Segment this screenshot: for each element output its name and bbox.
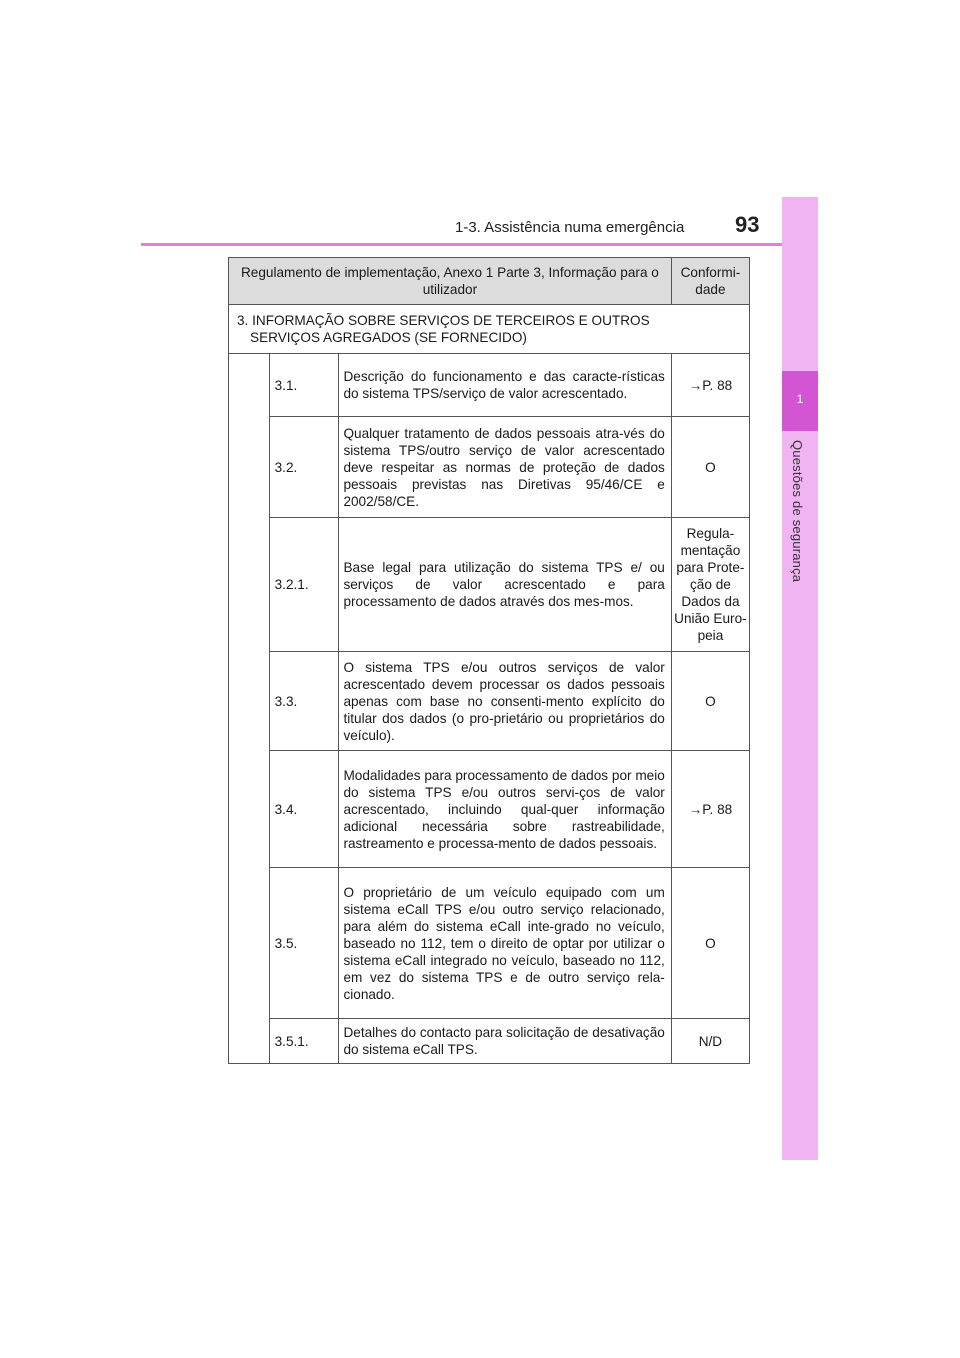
table-row	[229, 751, 750, 868]
table-row	[229, 868, 750, 1019]
row-conformity: →P. 88	[671, 354, 749, 417]
section-title-line-2: SERVIÇOS AGREGADOS (SE FORNECIDO)	[250, 330, 527, 345]
section-row	[229, 305, 750, 354]
row-conformity: O	[671, 652, 749, 751]
row-description: Detalhes do contacto para solicitação de desativação do sistema eCall TPS.	[339, 1019, 671, 1064]
row-description: O proprietário de um veículo equipado com um sistema eCall TPS e/ou outro serviço relacionado, para além do sistema eCall inte-grado no veículo, baseado no 112, tem o direito de optar por utilizar o sistema eCall integrado no veículo, baseado no 112, em vez do sistema TPS e de outro serviço rela-cionado.	[339, 868, 671, 1019]
row-number: 3.5.	[269, 868, 339, 1019]
row-conformity: O	[671, 417, 749, 518]
row-description: Qualquer tratamento de dados pessoais atra-vés do sistema TPS/outro serviço de valor acrescentado deve respeitar as normas de proteção de dados pessoais previstas nas Diretivas 95/46/CE e 2002/58/CE.	[339, 417, 671, 518]
header-section-title: 1-3. Assistência numa emergência	[455, 219, 685, 236]
row-description: Base legal para utilização do sistema TPS e/ ou serviços de valor acrescentado e para processamento de dados através dos mes-mos.	[339, 518, 671, 652]
table-row	[229, 652, 750, 751]
row-number: 3.5.1.	[269, 1019, 339, 1064]
chapter-side-tab	[782, 197, 818, 1160]
chapter-title: Questões de segurança	[790, 440, 805, 583]
regulation-table	[228, 257, 750, 1064]
row-number: 3.1.	[269, 354, 339, 417]
table-row	[229, 1019, 750, 1064]
indent-cell	[229, 354, 270, 1064]
row-number: 3.2.	[269, 417, 339, 518]
table-row	[229, 354, 750, 417]
table-row	[229, 417, 750, 518]
row-conformity: Regula-mentação para Prote-ção de Dados da União Euro-peia	[671, 518, 749, 652]
page-number: 93	[735, 212, 760, 237]
col-header-regulation: Regulamento de implementação, Anexo 1 Parte 3, Informação para o utilizador	[229, 258, 672, 305]
col-header-conformity: Conformi-dade	[671, 258, 749, 305]
row-description: O sistema TPS e/ou outros serviços de valor acrescentado devem processar os dados pessoais apenas com base no consenti-mento explícito do titular dos dados (o pro-prietário ou proprietários do veículo).	[339, 652, 671, 751]
row-description: Modalidades para processamento de dados por meio do sistema TPS e/ou outros servi-ços de valor acrescentado, incluindo qual-quer informação adicional necessária sobre rastreabilidade, rastreamento e processa-mento de dados pessoais.	[339, 751, 671, 868]
row-number: 3.4.	[269, 751, 339, 868]
table-row	[229, 518, 750, 652]
row-number: 3.2.1.	[269, 518, 339, 652]
row-conformity: O	[671, 868, 749, 1019]
section-title	[229, 305, 750, 354]
row-number: 3.3.	[269, 652, 339, 751]
section-title-line-1: 3. INFORMAÇÃO SOBRE SERVIÇOS DE TERCEIROS E OUTROS	[237, 313, 650, 328]
chapter-number: 1	[796, 392, 804, 406]
table-header-row	[229, 258, 750, 305]
row-conformity: →P. 88	[671, 751, 749, 868]
row-description: Descrição do funcionamento e das caracte-rísticas do sistema TPS/serviço de valor acrescentado.	[339, 354, 671, 417]
row-conformity: N/D	[671, 1019, 749, 1064]
header-rule	[141, 243, 818, 246]
